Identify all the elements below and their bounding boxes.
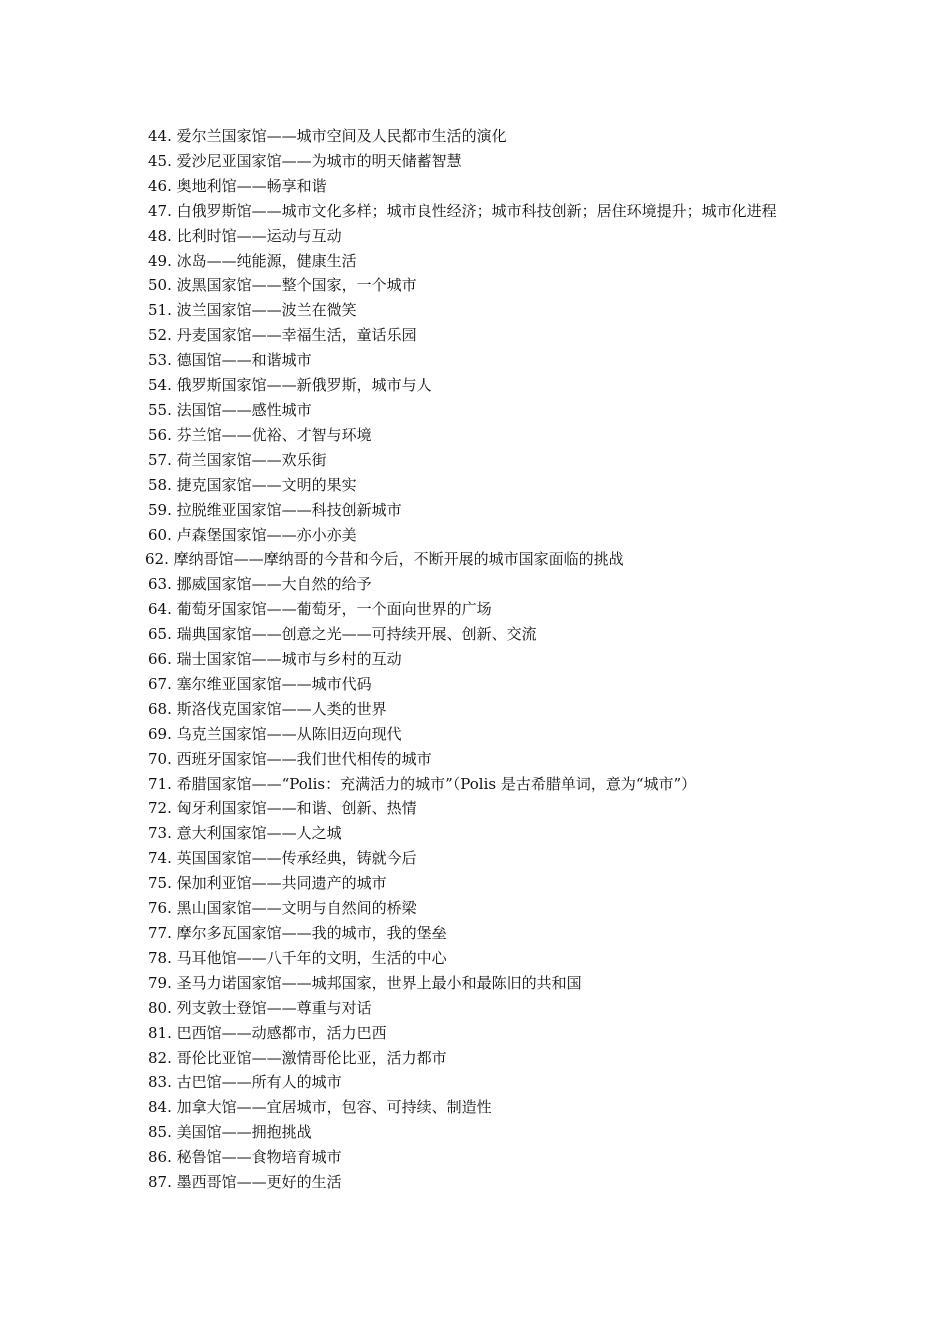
list-item: 45. 爱沙尼亚国家馆——为城市的明天储蓄智慧: [148, 151, 462, 170]
list-item: 51. 波兰国家馆——波兰在微笑: [148, 301, 357, 320]
list-item: 67. 塞尔维亚国家馆——城市代码: [148, 674, 372, 693]
pavilion-theme-list: [145, 124, 815, 1195]
list-item: 47. 白俄罗斯馆——城市文化多样；城市良性经济；城市科技创新；居住环境提升；城市化进程: [148, 201, 777, 220]
list-item: 69. 乌克兰国家馆——从陈旧迈向现代: [148, 724, 402, 743]
list-item: 86. 秘鲁馆——食物培育城市: [148, 1148, 342, 1167]
list-item: 48. 比利时馆——运动与互动: [148, 226, 342, 245]
list-item: 75. 保加利亚馆——共同遗产的城市: [148, 874, 387, 893]
list-item: 60. 卢森堡国家馆——亦小亦美: [148, 525, 357, 544]
list-item: 54. 俄罗斯国家馆——新俄罗斯，城市与人: [148, 376, 432, 395]
list-item: 66. 瑞士国家馆——城市与乡村的互动: [148, 650, 402, 669]
list-item: 55. 法国馆——感性城市: [148, 400, 312, 419]
list-item: 81. 巴西馆——动感都市，活力巴西: [148, 1023, 387, 1042]
list-item: 83. 古巴馆——所有人的城市: [148, 1073, 342, 1092]
list-item: 79. 圣马力诺国家馆——城邦国家，世界上最小和最陈旧的共和国: [148, 973, 582, 992]
list-item: 70. 西班牙国家馆——我们世代相传的城市: [148, 749, 432, 768]
list-item: 74. 英国国家馆——传承经典，铸就今后: [148, 849, 417, 868]
list-item: 68. 斯洛伐克国家馆——人类的世界: [148, 699, 387, 718]
list-item: 84. 加拿大馆——宜居城市，包容、可持续、制造性: [148, 1098, 492, 1117]
list-item: 56. 芬兰馆——优裕、才智与环境: [148, 425, 372, 444]
list-item: 44. 爱尔兰国家馆——城市空间及人民都市生活的演化: [148, 127, 507, 145]
list-item: 53. 德国馆——和谐城市: [148, 351, 312, 370]
list-item: 63. 挪威国家馆——大自然的给予: [148, 575, 372, 594]
list-item: 82. 哥伦比亚馆——激情哥伦比亚，活力都市: [148, 1048, 447, 1067]
list-item: 65. 瑞典国家馆——创意之光——可持续开展、创新、交流: [148, 625, 537, 644]
list-item: 80. 列支敦士登馆——尊重与对话: [148, 998, 372, 1017]
list-item: 59. 拉脱维亚国家馆——科技创新城市: [148, 500, 402, 519]
list-item: 77. 摩尔多瓦国家馆——我的城市，我的堡垒: [148, 924, 447, 942]
list-item: 71. 希腊国家馆——“Polis：充满活力的城市”（Polis 是古希腊单词，意为“城市”）: [148, 774, 697, 793]
list-item: 52. 丹麦国家馆——幸福生活，童话乐园: [148, 326, 417, 345]
list-item: 50. 波黑国家馆——整个国家，一个城市: [148, 276, 417, 295]
list-item: 62. 摩纳哥馆——摩纳哥的今昔和今后，不断开展的城市国家面临的挑战: [145, 550, 624, 569]
list-item: 57. 荷兰国家馆——欢乐街: [148, 450, 327, 469]
list-item: 76. 黑山国家馆——文明与自然间的桥梁: [148, 899, 417, 918]
list-item: 87. 墨西哥馆——更好的生活: [148, 1173, 342, 1192]
list-item: 78. 马耳他馆——八千年的文明，生活的中心: [148, 948, 447, 967]
list-item: 64. 葡萄牙国家馆——葡萄牙，一个面向世界的广场: [148, 600, 492, 619]
list-item: 46. 奥地利馆——畅享和谐: [148, 176, 327, 195]
list-item: 85. 美国馆——拥抱挑战: [148, 1123, 312, 1142]
list-item: 73. 意大利国家馆——人之城: [148, 824, 342, 843]
list-item: 49. 冰岛——纯能源，健康生活: [148, 251, 357, 270]
list-item: 58. 捷克国家馆——文明的果实: [148, 475, 357, 494]
list-item: 72. 匈牙利国家馆——和谐、创新、热情: [148, 799, 417, 818]
